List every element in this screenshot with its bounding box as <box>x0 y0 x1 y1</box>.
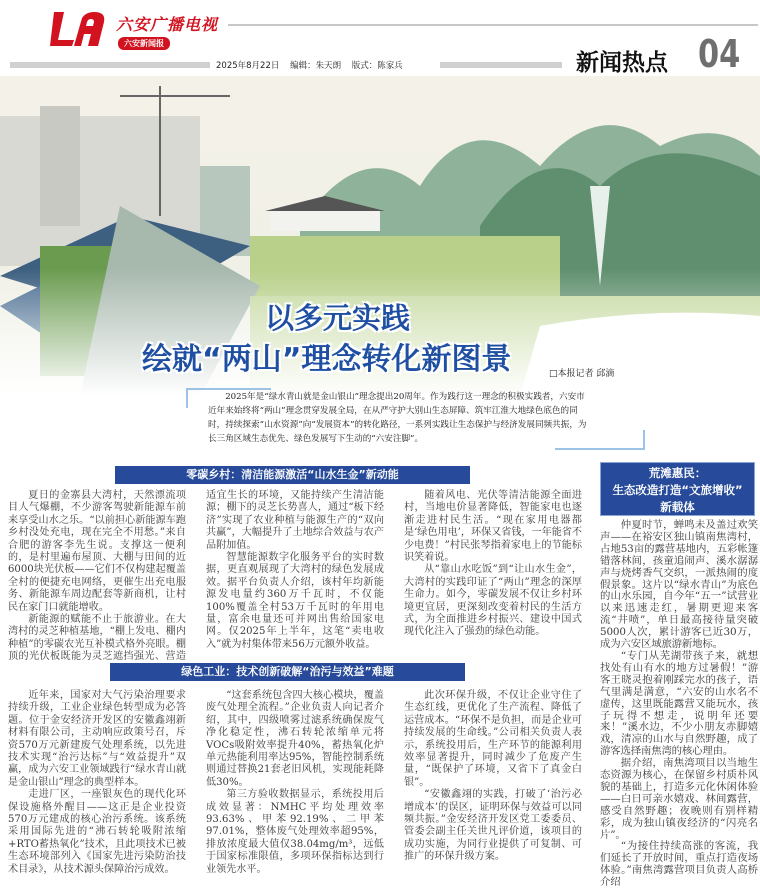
sub-brand-badge: 六安新闻报 <box>118 37 170 50</box>
sidebar-title-line3: 新载体 <box>660 500 695 514</box>
paragraph: “专门从芜湖带孩子来，就想找处有山有水的地方过暑假！”游客王晓灵抱着刚踩完水的孩子，语气里满是满意，“六安的山水名不虚传，这里既能露营又能玩水，孩子玩得不想走，说明年还要来！”溪水边，不少小朋友赤脚嬉戏，清凉的山水与自然野趣，成了游客选择南焦湾的核心理由。 <box>600 649 758 758</box>
section1-title: 零碳乡村：清洁能源激活“山水生金”新动能 <box>115 466 470 484</box>
layout-credit: 版式：陈家兵 <box>351 61 403 71</box>
paragraph: 随着风电、光伏等清洁能源全面进村，当地电价显著降低，智能家电也逐渐走进村民生活。“现在家用电器都是‘绿色用电’，环保又省钱，一年能省不少电费！”村民张琴指着家电上的节能标识笑着说。 <box>404 490 583 564</box>
paragraph: 从“靠山水吃饭”到“让山水生金”，大湾村的实践印证了“两山”理念的深厚生命力。如今，零碳发展不仅让乡村环境更宜居，更深刻改变着村民的生活方式，为全面推进乡村振兴、建设中国式现代化注入了强劲的绿色动能。 <box>404 564 582 638</box>
paragraph: 据介绍，南焦湾项目以当地生态资源为核心，在保留乡村质朴风貌的基础上，打造多元化休闲体验——白日可亲水嬉戏、林间露营，感受自然野趣；夜晚则有别样精彩，成为独山镇夜经济的“闪亮名片”。 <box>600 757 758 841</box>
sidebar-title <box>600 462 755 516</box>
section2-title: 绿色工业：技术创新破解“治污与效益”难题 <box>110 663 465 681</box>
page-number: 04 <box>698 32 741 76</box>
headline-line1: 以多元实践 <box>265 301 411 335</box>
editor: 编辑：朱天朗 <box>290 61 342 71</box>
brand-name: 六安广播电视 <box>116 15 219 34</box>
byline: □本报记者 邱滴 <box>549 369 615 379</box>
section-name: 新闻热点 <box>576 50 668 76</box>
section2-body <box>8 690 582 876</box>
headline-line2: 绘就“两山”理念转化新图景 <box>142 342 512 377</box>
paragraph: 仲夏时节，蝉鸣未及盖过欢笑声——在裕安区独山镇南焦湾村，占地53亩的露营基地内，五彩帐篷错落林间，孩童追闹声、溪水潺潺声与烧烤香气交织，一派热闹的度假景象。这片以“绿水青山”为底色的山水乐园，自今年“五一”试营业以来迅速走红，暑期更迎来客流“井喷”，单日最高接待量突破5000人次，累计游客已近30万，成为六安区域旅游新地标。 <box>600 519 758 651</box>
paragraph: 走进厂区，一座银灰色的现代化环保设施格外醒目——这正是企业投资570万元建成的核心治污系统。该系统采用国际先进的“沸石转轮吸附浓缩+RTO蓄热氧化”技术，且此项技术已被生态环境部列入《国家先进污染防治技术目录》，从技术源头保障治污成效。 <box>8 789 186 875</box>
header-bar-left <box>10 62 210 68</box>
la-logo-icon <box>48 10 110 48</box>
paragraph: 夏日的金寨县大湾村，天然漂流项目人气爆棚，不少游客驾驶新能源车前来享受山水之乐。“以前担心新能源车跑乡村没处充电，现在完全不用愁。”来自合肥的游客李先生说。支撑这一便利的，是村里遍布屋顶、大棚与田间的近6000块光伏板——它们不仅构建起覆盖全村的便捷充电网络，更催生出充电服务、新能源车周边配套等新商机，让村民在家门口就能增收。 <box>8 490 186 613</box>
intro-paragraph: 2025年是“绿水青山就是金山银山”理念提出20周年。作为践行这一理念的积极实践者，六安市近年来始终将“两山”理念贯穿发展全局，在从严守护大别山生态屏障、筑牢江淮大地绿色底色的同时，持续探索“山水资源”向“发展资本”的转化路径，一系列实践让生态保护与经济发展同频共振，为长三角区域生态优先、绿色发展写下生动的“六安注脚”。 <box>208 392 587 444</box>
sidebar-title-line2: 生态改造打造“文旅增收” <box>612 483 743 497</box>
header-rule <box>228 24 758 26</box>
paragraph: “安徽鑫翊的实践，打破了‘治污必增成本’的误区，证明环保与效益可以同频共振。”金安经济开发区党工委委员、管委会副主任关世凡评价道，该项目的成功实施，为同行业提供了可复制、可推广的环保升级方案。 <box>404 789 582 863</box>
paragraph: 此次环保升级，不仅让企业守住了生态红线，更优化了生产流程、降低了运营成本。“环保不是负担，而是企业可持续发展的生命线。”公司相关负责人表示，系统投用后，生产环节的能源利用效率显著提升，同时减少了危废产生量，“既保护了环境，又省下了真金白银”。 <box>404 690 582 788</box>
paragraph: “这套系统包含四大核心模块，覆盖废气处理全流程。”企业负责人向记者介绍，其中，四级喷雾过滤系统确保废气净化稳定性，沸石转轮浓缩单元将VOCs吸附效率提升40%，蓄热氧化炉单元热能利用率达95%，智能控制系统则通过替换21套老旧风机，实现能耗降低30%。 <box>206 690 384 788</box>
paragraph: 第三方验收数据显示，系统投用后成效显著：NMHC平均处理效率93.63%、甲苯92.19%、二甲苯97.01%，整体废气处理效率超95%，排放浓度最大值仅38.04mg/m³，远低于国家标准限值，多项环保指标达到行业领先水平。 <box>206 789 384 875</box>
issue-date: 2025年8月22日 <box>216 61 280 71</box>
paragraph: 智慧能源数字化服务平台的实时数据，更直观展现了大湾村的绿色发展成效。据平台负责人介绍，该村年均新能源发电量约360万千瓦时，不仅能100%覆盖全村53万千瓦时的年用电量，富余电量还可并网出售给国家电网。仅2025年上半年，这笔“卖电收入”就为村集体带来56万元额外收益。 <box>206 552 384 650</box>
paragraph: “为接住持续高涨的客流，我们延长了开放时间，重点打造夜场体验。”南焦湾露营项目负责人高桥介绍 <box>600 840 758 889</box>
section1-body <box>8 490 582 664</box>
paragraph: 新能源的赋能不止于旅游业。在大湾村的灵芝种植基地，“棚上发电、棚内种植”的零碳农光互补模式格外亮眼。棚顶的光伏板既能为灵芝遮挡强光、营造适宜生长的环境，又能持续产生清洁能源；棚下的灵芝长势喜人，通过“板下经济”实现了农业种植与能源生产的“双向共赢”，大幅提升了土地综合效益与农产品附加值。 <box>8 490 384 663</box>
paragraph: 近年来，国家对大气污染治理要求持续升级，工业企业绿色转型成为必答题。位于金安经济开发区的安徽鑫翊新材料有限公司，主动响应政策号召，斥资570万元新建废气处理系统，以先进技术实现“治污达标”与“效益提升”双赢，成为六安工业领域践行“绿水青山就是金山银山”理念的典型样本。 <box>8 690 186 788</box>
sidebar-title-line1: 荒滩惠民： <box>648 466 707 480</box>
sidebar-body <box>600 520 758 889</box>
dateline <box>216 59 411 71</box>
header-bar-right <box>440 62 562 68</box>
